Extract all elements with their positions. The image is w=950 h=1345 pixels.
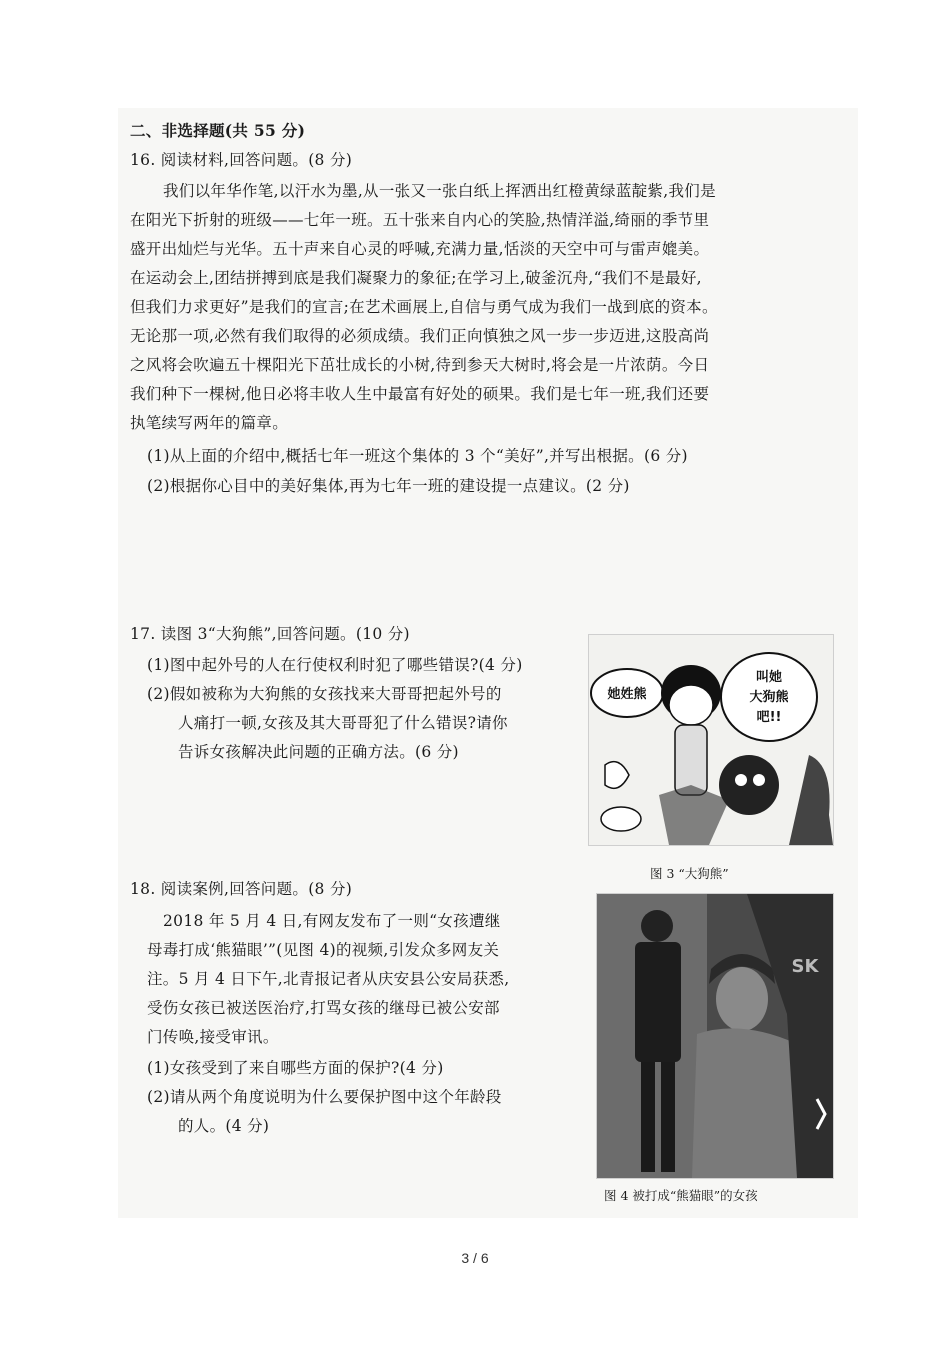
- q16-passage-line: 我们种下一棵树,他日必将丰收人生中最富有好处的硕果。我们是七年一班,我们还要: [130, 385, 710, 403]
- q18-passage-line: 注。5 月 4 日下午,北青报记者从庆安县公安局获悉,: [147, 970, 510, 988]
- q16-passage-line: 之风将会吹遍五十棵阳光下茁壮成长的小树,待到参天大树时,将会是一片浓荫。今日: [130, 356, 710, 374]
- q17-subquestion-2-line: (2)假如被称为大狗熊的女孩找来大哥哥把起外号的: [147, 685, 502, 703]
- q18-subquestion-2-line: 的人。(4 分): [178, 1117, 270, 1135]
- girl-face: [716, 967, 768, 1031]
- q16-subquestion-2: (2)根据你心目中的美好集体,再为七年一班的建设提一点建议。(2 分): [147, 477, 630, 495]
- photo-illustration: [597, 894, 833, 1178]
- q16-subquestion-1: (1)从上面的介绍中,概括七年一班这个集体的 3 个“美好”,并写出根据。(6 分): [147, 447, 688, 465]
- shadow: [659, 785, 729, 845]
- q16-passage-line: 我们以年华作笔,以汗水为墨,从一张又一张白纸上挥洒出红橙黄绿蓝靛紫,我们是: [163, 182, 716, 200]
- q16-passage-line: 执笔续写两年的篇章。: [130, 414, 289, 432]
- pointing-hand: [605, 762, 629, 789]
- q16-passage-line: 无论那一项,必然有我们取得的必须成绩。我们正向慎独之风一步一步迈进,这股高尚: [130, 327, 710, 345]
- cartoon-illustration: [589, 635, 833, 845]
- q18-passage-line: 门传唤,接受审讯。: [147, 1028, 279, 1046]
- officer-head: [641, 910, 673, 942]
- boy-eye: [753, 774, 765, 786]
- background-sign-text: SK: [791, 956, 819, 977]
- q16-passage-line: 在运动会上,团结拼搏到底是我们凝聚力的象征;在学习上,破釜沉舟,“我们不是最好,: [130, 269, 702, 287]
- girl-body: [675, 725, 707, 795]
- q18-passage-line: 受伤女孩已被送医治疗,打骂女孩的继母已被公安部: [147, 999, 500, 1017]
- figure-right-edge: [789, 755, 833, 845]
- q16-passage-line: 但我们力求更好”是我们的宣言;在艺术画展上,自信与勇气成为我们一战到底的资本。: [130, 298, 718, 316]
- figure-4-caption: 图 4 被打成“熊猫眼”的女孩: [604, 1188, 758, 1203]
- section-heading: 二、非选择题(共 55 分): [130, 121, 306, 140]
- boy-eye: [735, 774, 747, 786]
- bubble-right-text: 吧!!: [756, 710, 782, 725]
- bubble-right-text: 大狗熊: [749, 690, 789, 705]
- q17-subquestion-2-line: 告诉女孩解决此问题的正确方法。(6 分): [178, 743, 459, 761]
- figure-3-cartoon: [588, 634, 834, 846]
- bubble-left-text: 她姓熊: [607, 687, 647, 702]
- figure-3-caption: 图 3 “大狗熊”: [650, 866, 729, 881]
- q18-subquestion-2-line: (2)请从两个角度说明为什么要保护图中这个年龄段: [147, 1088, 502, 1106]
- q16-title: 16. 阅读材料,回答问题。(8 分): [130, 151, 353, 169]
- q17-subquestion-1: (1)图中起外号的人在行使权利时犯了哪些错误?(4 分): [147, 656, 523, 674]
- page-number: 3 / 6: [461, 1250, 489, 1266]
- q16-passage-line: 在阳光下折射的班级——七年一班。五十张来自内心的笑脸,热情洋溢,绮丽的季节里: [130, 211, 710, 229]
- q18-passage-line: 2018 年 5 月 4 日,有网友发布了一则“女孩遭继: [163, 912, 501, 930]
- officer-leg: [641, 1062, 655, 1172]
- boy-head: [719, 755, 779, 815]
- girl-face: [669, 685, 713, 725]
- q18-title: 18. 阅读案例,回答问题。(8 分): [130, 880, 353, 898]
- officer-body: [635, 942, 681, 1062]
- small-speech-bubble: [601, 807, 641, 831]
- officer-leg: [661, 1062, 675, 1172]
- q18-passage-line: 母毒打成‘熊猫眼’”(见图 4)的视频,引发众多网友关: [147, 941, 500, 959]
- q18-subquestion-1: (1)女孩受到了来自哪些方面的保护?(4 分): [147, 1059, 444, 1077]
- figure-4-photo: [596, 893, 834, 1179]
- q16-passage-line: 盛开出灿烂与光华。五十声来自心灵的呼喊,充满力量,恬淡的天空中可与雷声媲美。: [130, 240, 710, 258]
- q17-subquestion-2-line: 人痛打一顿,女孩及其大哥哥犯了什么错误?请你: [178, 714, 508, 732]
- bubble-right-text: 叫她: [755, 670, 783, 685]
- q17-title: 17. 读图 3“大狗熊”,回答问题。(10 分): [130, 625, 410, 643]
